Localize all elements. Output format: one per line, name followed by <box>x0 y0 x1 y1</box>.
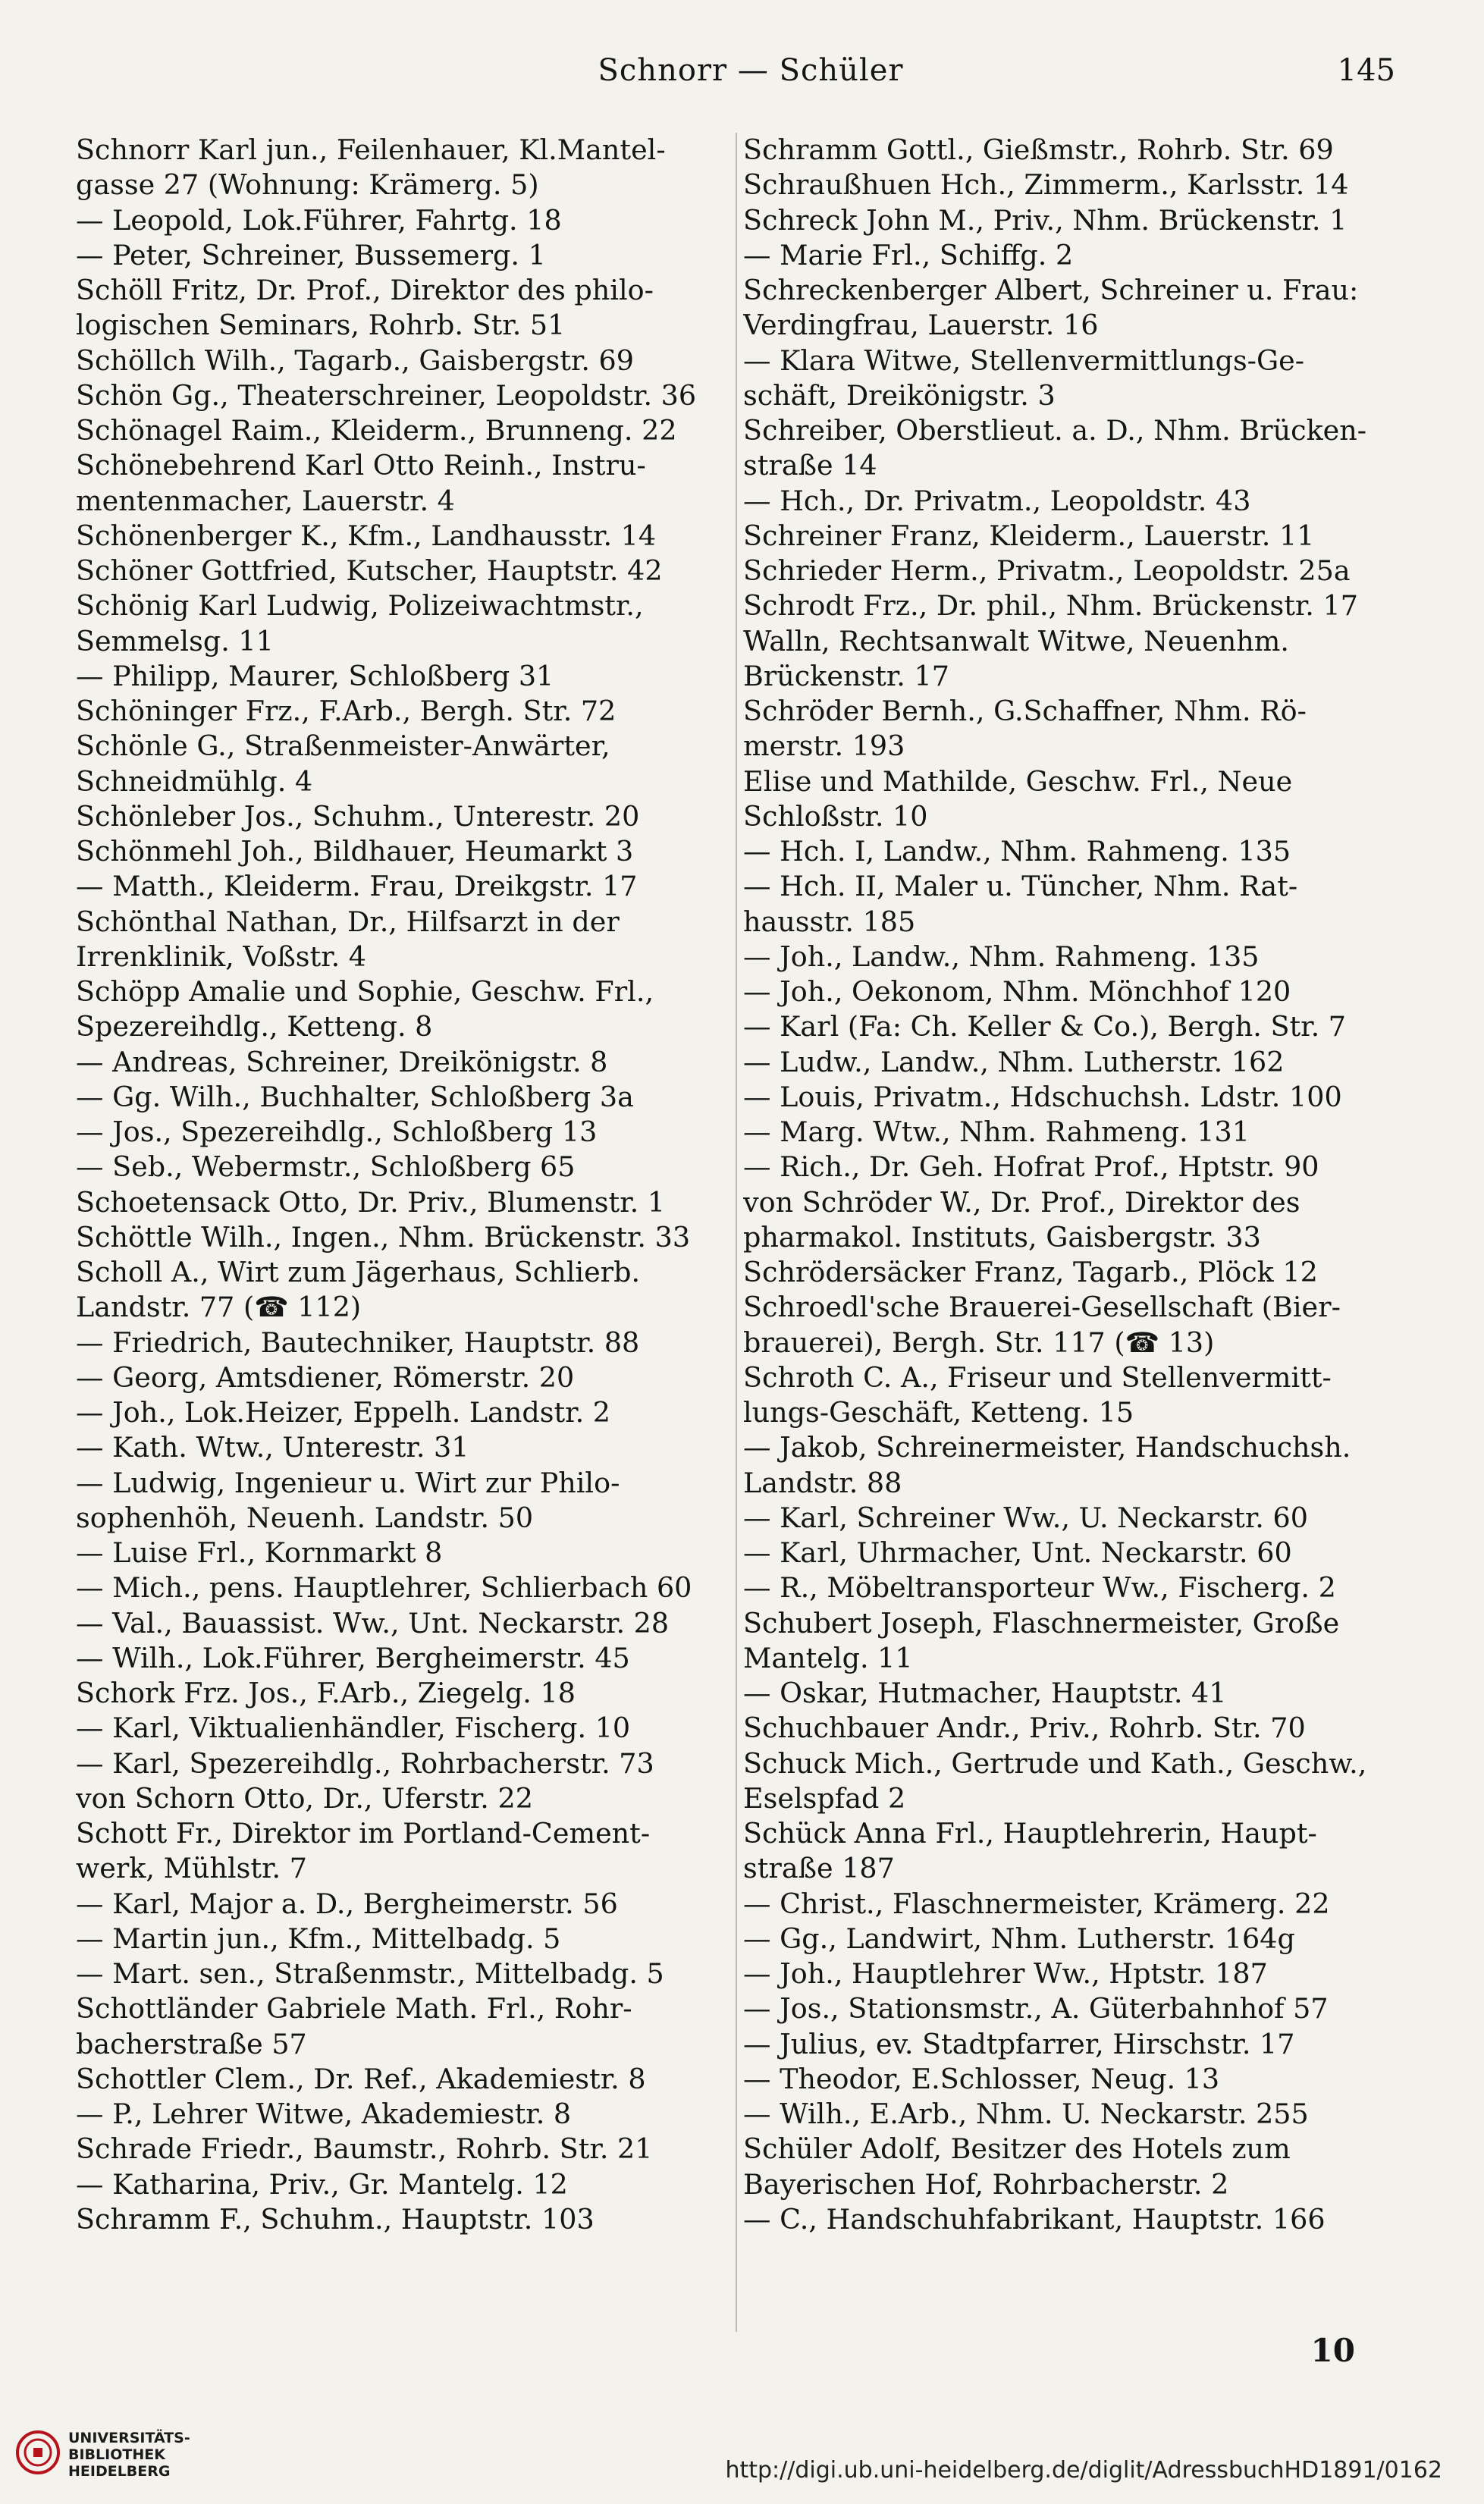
logo-line-2: BIBLIOTHEK <box>68 2446 165 2463</box>
directory-entry-line: — Karl, Viktualienhändler, Fischerg. 10 <box>76 1712 631 1745</box>
directory-entry-line: Schottler Clem., Dr. Ref., Akademiestr. 8 <box>76 2062 646 2095</box>
directory-entry-line: Brückenstr. 17 <box>743 659 949 692</box>
column-divider <box>736 133 737 2332</box>
directory-entry-line: logischen Seminars, Rohrb. Str. 51 <box>76 309 566 342</box>
directory-entry-line: — Joh., Landw., Nhm. Rahmeng. 135 <box>743 940 1260 973</box>
directory-entry-line: Schönig Karl Ludwig, Polizeiwachtmstr., <box>76 589 644 623</box>
directory-entry-line: hausstr. 185 <box>743 905 916 938</box>
directory-entry-line: Schöll Fritz, Dr. Prof., Direktor des philo- <box>76 274 654 306</box>
directory-entry-line: — Philipp, Maurer, Schloßberg 31 <box>76 659 554 692</box>
directory-entry-line: Schneidmühlg. 4 <box>76 764 313 798</box>
directory-entry-line: — Friedrich, Bautechniker, Hauptstr. 88 <box>76 1326 640 1359</box>
directory-entry-line: Landstr. 88 <box>743 1466 902 1499</box>
directory-entry-line: — Ludwig, Ingenieur u. Wirt zur Philo- <box>76 1466 620 1499</box>
directory-entry-line: merstr. 193 <box>743 730 905 763</box>
directory-entry-line: Mantelg. 11 <box>743 1641 913 1674</box>
directory-entry-line: Scholl A., Wirt zum Jägerhaus, Schlierb. <box>76 1256 641 1288</box>
directory-entry-line: Schreiber, Oberstlieut. a. D., Nhm. Brücken- <box>743 414 1367 447</box>
directory-entry-line: Eselspfad 2 <box>743 1781 906 1815</box>
directory-entry-line: — Martin jun., Kfm., Mittelbadg. 5 <box>76 1922 561 1955</box>
directory-entry-line: — Oskar, Hutmacher, Hauptstr. 41 <box>743 1677 1227 1709</box>
directory-entry-line: von Schorn Otto, Dr., Uferstr. 22 <box>76 1781 533 1815</box>
directory-entry-line: Schork Frz. Jos., F.Arb., Ziegelg. 18 <box>76 1677 576 1709</box>
directory-entry-line: Schloßstr. 10 <box>743 799 928 833</box>
directory-entry-line: Schroedl'sche Brauerei-Gesellschaft (Bier- <box>743 1291 1341 1324</box>
directory-entry-line: — Rich., Dr. Geh. Hofrat Prof., Hptstr. 90 <box>743 1150 1319 1184</box>
directory-entry-line: — P., Lehrer Witwe, Akademiestr. 8 <box>76 2098 572 2130</box>
directory-entry-line: Irrenklinik, Voßstr. 4 <box>76 940 367 973</box>
directory-entry-line: Schreck John M., Priv., Nhm. Brückenstr. 1 <box>743 203 1348 237</box>
directory-entry-line: Schönmehl Joh., Bildhauer, Heumarkt 3 <box>76 835 634 868</box>
directory-entry-line: Schuchbauer Andr., Priv., Rohrb. Str. 70 <box>743 1712 1306 1745</box>
directory-entry-line: lungs-Geschäft, Ketteng. 15 <box>743 1396 1134 1429</box>
directory-entry-line: Schöpp Amalie und Sophie, Geschw. Frl., <box>76 975 654 1008</box>
directory-entry-line: — Jakob, Schreinermeister, Handschuchsh. <box>743 1431 1351 1464</box>
directory-entry-line: mentenmacher, Lauerstr. 4 <box>76 484 455 517</box>
directory-entry-line: — Katharina, Priv., Gr. Mantelg. 12 <box>76 2167 568 2201</box>
directory-entry-line: Spezereihdlg., Ketteng. 8 <box>76 1010 433 1043</box>
directory-entry-line: — Julius, ev. Stadtpfarrer, Hirschstr. 17 <box>743 2027 1295 2060</box>
directory-entry-line: Schreiner Franz, Kleiderm., Lauerstr. 11 <box>743 519 1315 552</box>
directory-entry-line: — Karl, Schreiner Ww., U. Neckarstr. 60 <box>743 1501 1308 1534</box>
directory-entry-line: Schoetensack Otto, Dr. Priv., Blumenstr. 1 <box>76 1185 666 1219</box>
directory-entry-line: — Luise Frl., Kornmarkt 8 <box>76 1536 443 1569</box>
directory-entry-line: Landstr. 77 (☎ 112) <box>76 1291 362 1324</box>
directory-entry-line: — Hch., Dr. Privatm., Leopoldstr. 43 <box>743 484 1251 517</box>
directory-entry-line: Schnorr Karl jun., Feilenhauer, Kl.Mantel- <box>76 133 666 166</box>
directory-entry-line: — C., Handschuhfabrikant, Hauptstr. 166 <box>743 2202 1326 2236</box>
directory-entry-line: gasse 27 (Wohnung: Krämerg. 5) <box>76 168 539 202</box>
directory-entry-line: — Karl, Spezereihdlg., Rohrbacherstr. 73 <box>76 1746 654 1780</box>
left-column <box>76 133 736 2237</box>
directory-entry-line: — Hch. II, Maler u. Tüncher, Nhm. Rat- <box>743 870 1298 903</box>
directory-entry-line: — Joh., Hauptlehrer Ww., Hptstr. 187 <box>743 1957 1268 1990</box>
directory-entry-line: Schraußhuen Hch., Zimmerm., Karlsstr. 14 <box>743 168 1349 202</box>
directory-entry-line: — Karl, Major a. D., Bergheimerstr. 56 <box>76 1887 618 1920</box>
logo-line-1: UNIVERSITÄTS- <box>68 2430 190 2446</box>
directory-entry-line: — Kath. Wtw., Unterestr. 31 <box>76 1431 469 1464</box>
directory-entry-line: Elise und Mathilde, Geschw. Frl., Neue <box>743 764 1293 798</box>
library-logo <box>15 2427 212 2487</box>
source-url[interactable]: http://digi.ub.uni-heidelberg.de/diglit/AdressbuchHD1891/0162 <box>725 2457 1442 2484</box>
directory-entry-line: Verdingfrau, Lauerstr. 16 <box>743 309 1099 342</box>
directory-entry-line: von Schröder W., Dr. Prof., Direktor des <box>743 1185 1300 1219</box>
directory-entry-line: — Joh., Oekonom, Nhm. Mönchhof 120 <box>743 975 1291 1008</box>
directory-entry-line: — Matth., Kleiderm. Frau, Dreikgstr. 17 <box>76 870 638 903</box>
directory-entry-line: Schöllch Wilh., Tagarb., Gaisbergstr. 69 <box>76 344 634 377</box>
printer-signature: 10 <box>1310 2332 1355 2369</box>
directory-entry-line: — Mich., pens. Hauptlehrer, Schlierbach 60 <box>76 1571 692 1605</box>
directory-entry-line: Bayerischen Hof, Rohrbacherstr. 2 <box>743 2167 1229 2201</box>
running-head <box>106 53 1395 99</box>
directory-entry-line: Schubert Joseph, Flaschnermeister, Große <box>743 1606 1340 1640</box>
directory-entry-line: Schönle G., Straßenmeister-Anwärter, <box>76 730 610 763</box>
directory-entry-line: Schönagel Raim., Kleiderm., Brunneng. 22 <box>76 414 677 447</box>
directory-entry-line: — Wilh., E.Arb., Nhm. U. Neckarstr. 255 <box>743 2098 1309 2130</box>
directory-entry-line: Schramm Gottl., Gießmstr., Rohrb. Str. 69 <box>743 133 1334 166</box>
directory-entry-line: — Georg, Amtsdiener, Römerstr. 20 <box>76 1360 575 1394</box>
directory-entry-line: — Leopold, Lok.Führer, Fahrtg. 18 <box>76 203 562 237</box>
directory-entry-line: Schön Gg., Theaterschreiner, Leopoldstr. 36 <box>76 378 697 412</box>
directory-entry-line: Schönthal Nathan, Dr., Hilfsarzt in der <box>76 905 620 938</box>
directory-entry-line: Schönleber Jos., Schuhm., Unterestr. 20 <box>76 799 640 833</box>
directory-entry-line: Schrodt Frz., Dr. phil., Nhm. Brückenstr. 17 <box>743 589 1358 623</box>
directory-entry-line: Walln, Rechtsanwalt Witwe, Neuenhm. <box>743 624 1289 657</box>
directory-entry-line: Schröder Bernh., G.Schaffner, Nhm. Rö- <box>743 695 1307 727</box>
directory-entry-line: — Joh., Lok.Heizer, Eppelh. Landstr. 2 <box>76 1396 611 1429</box>
directory-entry-line: Schüler Adolf, Besitzer des Hotels zum <box>743 2132 1291 2166</box>
directory-entry-line: — Klara Witwe, Stellenvermittlungs-Ge- <box>743 344 1305 377</box>
directory-entry-line: Schöttle Wilh., Ingen., Nhm. Brückenstr. 33 <box>76 1220 691 1254</box>
directory-entry-line: straße 14 <box>743 449 877 482</box>
directory-entry-line: Schramm F., Schuhm., Hauptstr. 103 <box>76 2202 595 2236</box>
directory-entry-line: Schuck Mich., Gertrude und Kath., Geschw., <box>743 1746 1367 1780</box>
directory-entry-line: brauerei), Bergh. Str. 117 (☎ 13) <box>743 1326 1215 1359</box>
directory-entry-line: Schrieder Herm., Privatm., Leopoldstr. 25a <box>743 554 1351 587</box>
directory-entry-line: Schreckenberger Albert, Schreiner u. Frau: <box>743 274 1359 306</box>
directory-entry-line: Schrade Friedr., Baumstr., Rohrb. Str. 21 <box>76 2132 653 2166</box>
library-seal-icon <box>15 2427 61 2483</box>
directory-entry-line: — Karl (Fa: Ch. Keller & Co.), Bergh. Str. 7 <box>743 1010 1347 1043</box>
directory-entry-line: straße 187 <box>743 1852 895 1885</box>
directory-entry-line: — Wilh., Lok.Führer, Bergheimerstr. 45 <box>76 1641 630 1674</box>
directory-entry-line: bacherstraße 57 <box>76 2027 307 2060</box>
directory-entry-line: sophenhöh, Neuenh. Landstr. 50 <box>76 1501 534 1534</box>
directory-entry-line: werk, Mühlstr. 7 <box>76 1852 307 1885</box>
directory-entry-line: Schönebehrend Karl Otto Reinh., Instru- <box>76 449 646 482</box>
directory-entry-line: — Seb., Webermstr., Schloßberg 65 <box>76 1150 576 1184</box>
directory-entry-line: Schöninger Frz., F.Arb., Bergh. Str. 72 <box>76 695 617 727</box>
directory-entry-line: — Jos., Spezereihdlg., Schloßberg 13 <box>76 1116 598 1148</box>
directory-entry-line: — Marg. Wtw., Nhm. Rahmeng. 131 <box>743 1116 1250 1148</box>
directory-entry-line: — Gg., Landwirt, Nhm. Lutherstr. 164g <box>743 1922 1295 1955</box>
directory-entry-line: — Gg. Wilh., Buchhalter, Schloßberg 3a <box>76 1080 634 1113</box>
page-number: 145 <box>1337 53 1395 88</box>
directory-entry-line: Schroth C. A., Friseur und Stellenvermitt- <box>743 1360 1332 1394</box>
library-name <box>68 2430 190 2480</box>
logo-line-3: HEIDELBERG <box>68 2463 171 2480</box>
directory-entry-line: Schöner Gottfried, Kutscher, Hauptstr. 42 <box>76 554 663 587</box>
directory-entry-line: — Karl, Uhrmacher, Unt. Neckarstr. 60 <box>743 1536 1292 1569</box>
directory-entry-line: Schott Fr., Direktor im Portland-Cement- <box>76 1817 651 1850</box>
directory-entry-line: Semmelsg. 11 <box>76 624 274 657</box>
page-title: Schnorr — Schüler <box>598 53 904 88</box>
directory-entry-line: Schrödersäcker Franz, Tagarb., Plöck 12 <box>743 1256 1318 1288</box>
directory-entry-line: — Marie Frl., Schiffg. 2 <box>743 238 1074 271</box>
directory-entry-line: — Hch. I, Landw., Nhm. Rahmeng. 135 <box>743 835 1291 868</box>
directory-entry-line: — Christ., Flaschnermeister, Krämerg. 22 <box>743 1887 1330 1920</box>
directory-entry-line: — Peter, Schreiner, Bussemerg. 1 <box>76 238 546 271</box>
directory-entry-line: schäft, Dreikönigstr. 3 <box>743 378 1056 412</box>
directory-entry-line: Schück Anna Frl., Hauptlehrerin, Haupt- <box>743 1817 1317 1850</box>
directory-entry-line: — Theodor, E.Schlosser, Neug. 13 <box>743 2062 1220 2095</box>
directory-entry-line: — Andreas, Schreiner, Dreikönigstr. 8 <box>76 1045 608 1078</box>
directory-entry-line: Schönenberger K., Kfm., Landhausstr. 14 <box>76 519 657 552</box>
directory-entry-line: — Ludw., Landw., Nhm. Lutherstr. 162 <box>743 1045 1285 1078</box>
directory-entry-line: — Jos., Stationsmstr., A. Güterbahnhof 57 <box>743 1992 1329 2025</box>
right-column <box>743 133 1403 2237</box>
directory-entry-line: — Mart. sen., Straßenmstr., Mittelbadg. 5 <box>76 1957 664 1990</box>
directory-entry-line: — R., Möbeltransporteur Ww., Fischerg. 2 <box>743 1571 1336 1605</box>
directory-entry-line: pharmakol. Instituts, Gaisbergstr. 33 <box>743 1220 1261 1254</box>
directory-entry-line: — Louis, Privatm., Hdschuchsh. Ldstr. 100 <box>743 1080 1342 1113</box>
directory-entry-line: Schottländer Gabriele Math. Frl., Rohr- <box>76 1992 632 2025</box>
directory-entry-line: — Val., Bauassist. Ww., Unt. Neckarstr. 28 <box>76 1606 670 1640</box>
